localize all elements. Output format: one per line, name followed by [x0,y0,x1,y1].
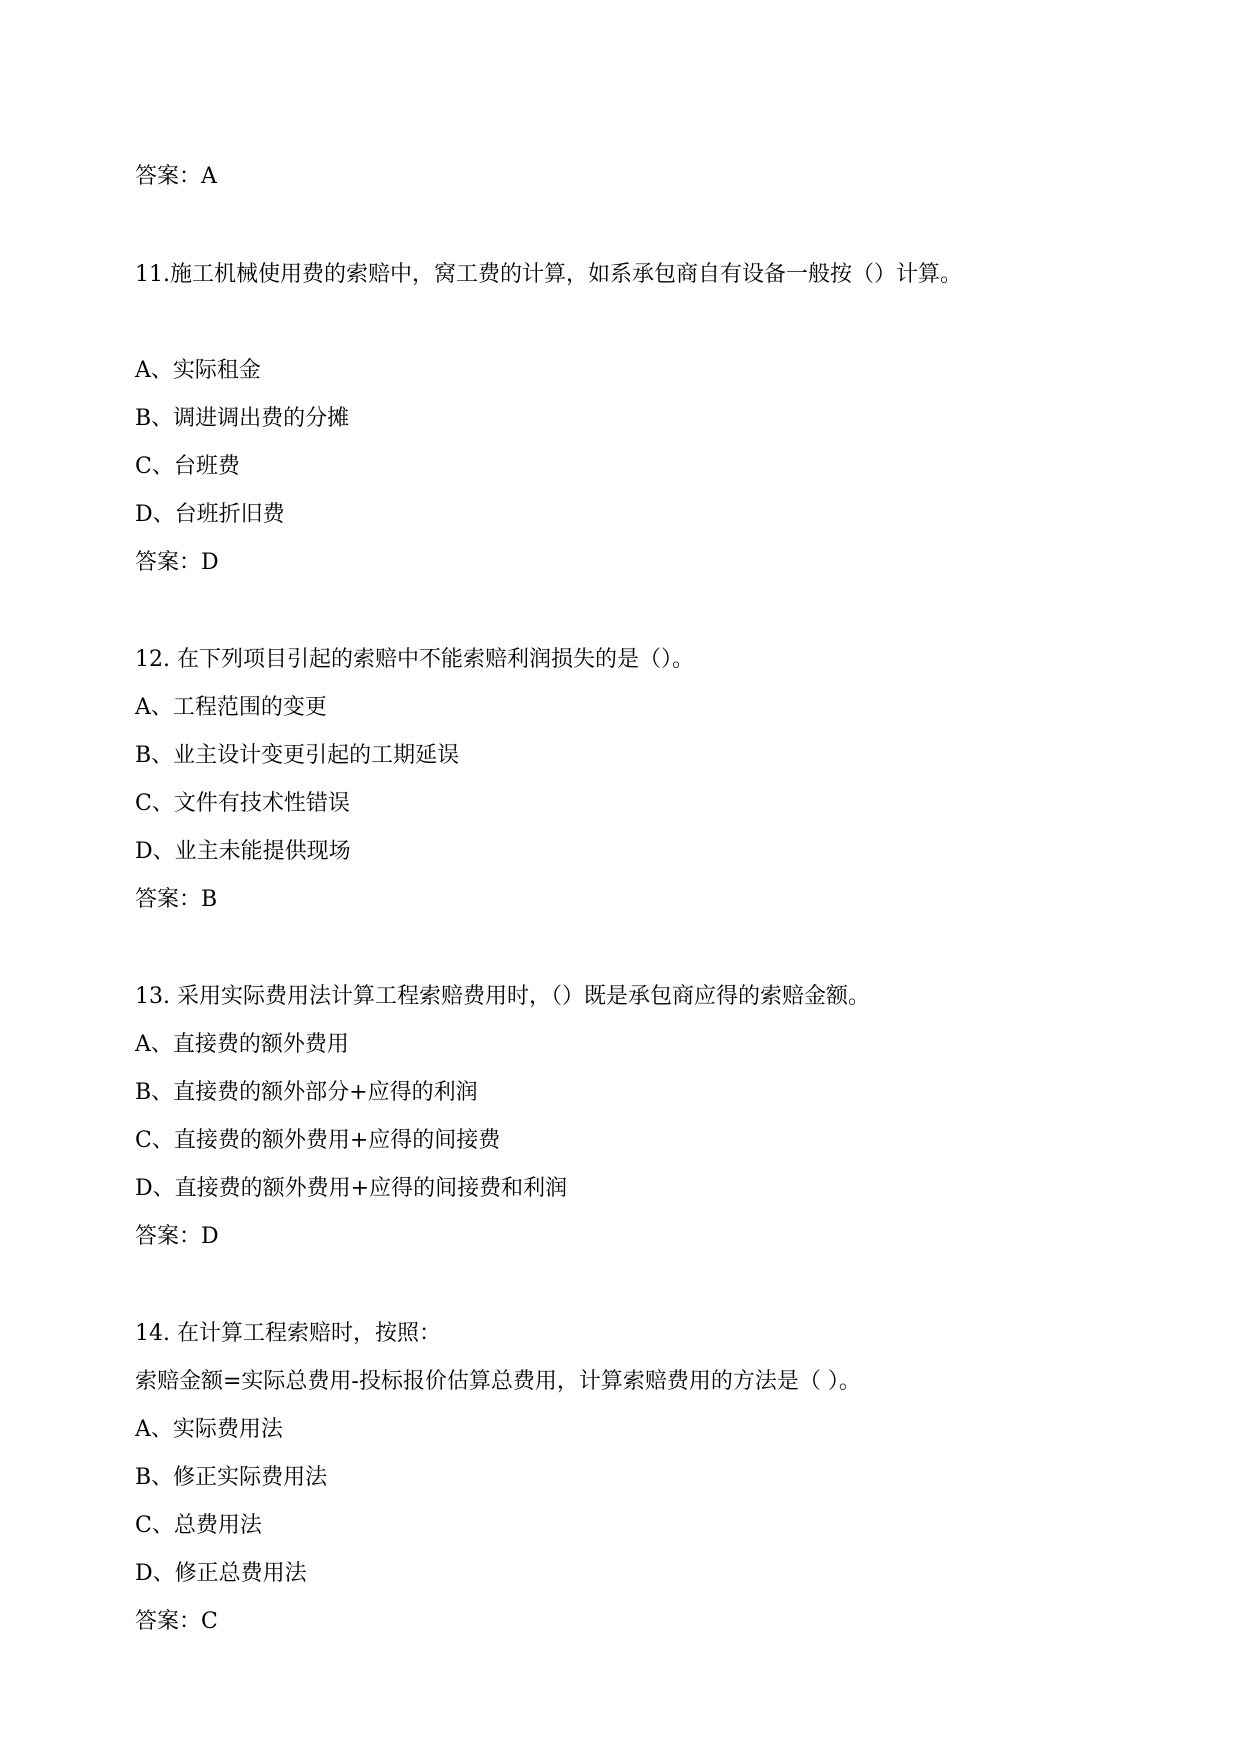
answer-line: 答案：A [135,164,217,189]
option-b: B、修正实际费用法 [135,1465,328,1490]
option-c: C、直接费的额外费用+应得的间接费 [135,1128,501,1153]
answer-line: 答案：B [135,887,218,912]
option-d: D、台班折旧费 [135,502,285,527]
option-a: A、实际费用法 [135,1417,283,1442]
option-a: A、工程范围的变更 [135,695,327,720]
question-stem: 11.施工机械使用费的索赔中，窝工费的计算，如系承包商自有设备一般按（）计算。 [135,262,962,287]
option-a: A、直接费的额外费用 [135,1032,349,1057]
question-stem: 14. 在计算工程索赔时，按照： [135,1321,441,1346]
option-a: A、实际租金 [135,358,261,383]
option-c: C、总费用法 [135,1513,262,1538]
option-d: D、业主未能提供现场 [135,839,351,864]
answer-line: 答案：D [135,1224,219,1249]
question-stem: 12. 在下列项目引起的索赔中不能索赔利润损失的是（）。 [135,647,694,672]
option-c: C、文件有技术性错误 [135,791,350,816]
option-d: D、修正总费用法 [135,1561,307,1586]
option-c: C、台班费 [135,454,240,479]
option-b: B、调进调出费的分摊 [135,406,350,431]
answer-line: 答案：D [135,550,219,575]
question-stem: 13. 采用实际费用法计算工程索赔费用时，（）既是承包商应得的索赔金额。 [135,984,870,1009]
option-b: B、业主设计变更引起的工期延误 [135,743,460,768]
option-d: D、直接费的额外费用+应得的间接费和利润 [135,1176,568,1201]
question-stem-continued: 索赔金额=实际总费用-投标报价估算总费用，计算索赔费用的方法是（ ）。 [135,1369,861,1394]
option-b: B、直接费的额外部分+应得的利润 [135,1080,478,1105]
answer-line: 答案：C [135,1609,218,1634]
